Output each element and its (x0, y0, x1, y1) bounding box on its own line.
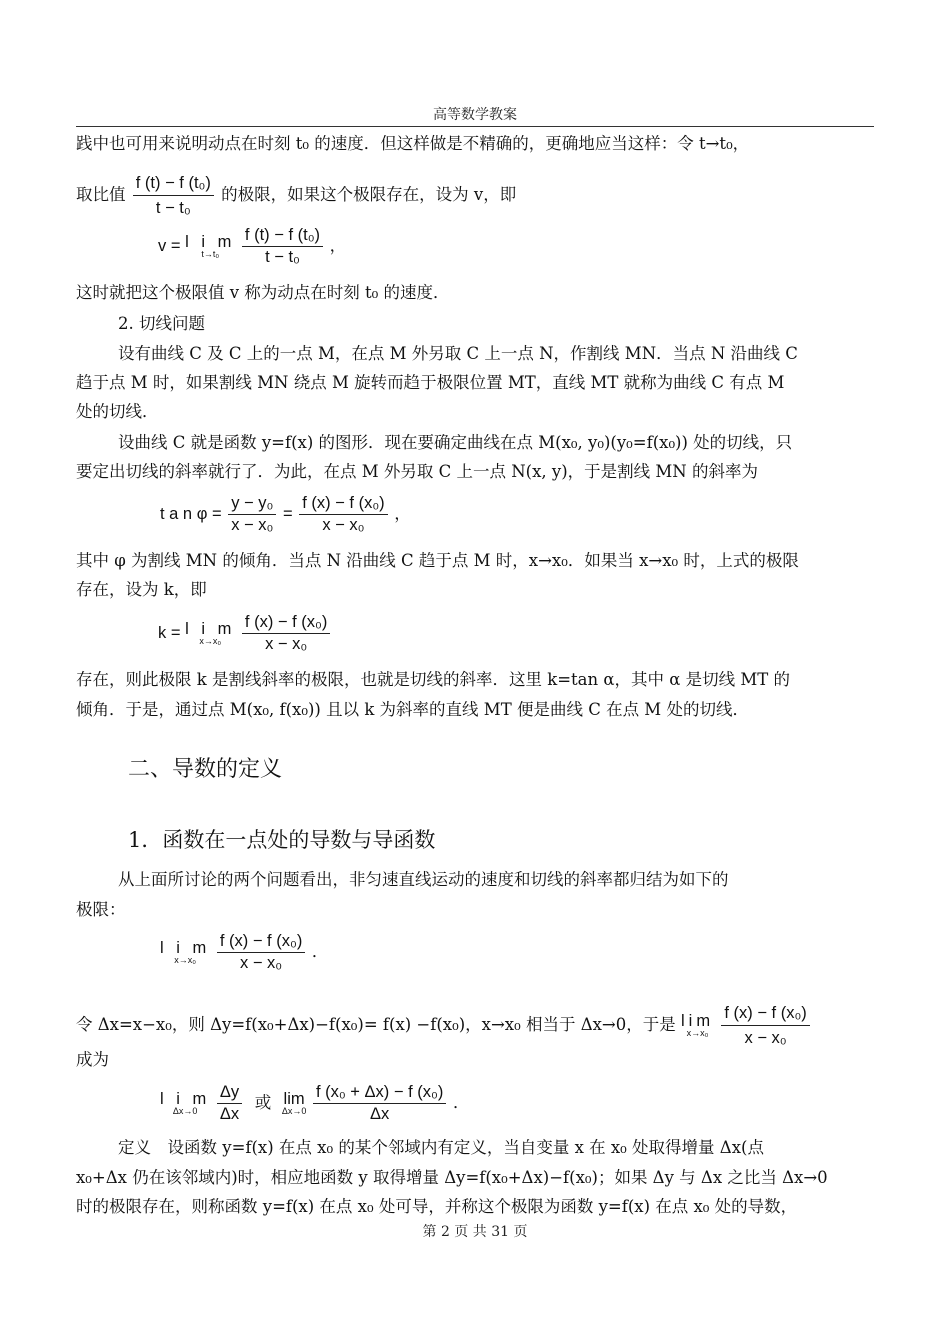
definition-line: 时的极限存在，则称函数 y=f(x) 在点 x₀ 处可导，并称这个极限为函数 y=f(x) 在点 x₀ 处的导数， (76, 1197, 798, 1216)
page-header-title: 高等数学教案 (433, 107, 517, 123)
equation-punct: ． (311, 942, 329, 961)
paragraph-line: 要定出切线的斜率就行了．为此，在点 M 外另取 C 上一点 N(x, y)，于是割线 MN 的斜率为 (76, 462, 758, 481)
limit-operator (185, 621, 235, 647)
fraction-numerator: f (x) − f (x₀) (721, 1002, 809, 1026)
section-heading-tangent: 2. 切线问题 (118, 314, 205, 333)
equation-fraction (242, 226, 323, 267)
paragraph-line: 存在，设为 k，即 (76, 580, 207, 599)
paragraph-line: 这时就把这个极限值 v 称为动点在时刻 t₀ 的速度． (76, 283, 450, 302)
section-heading-derivative-definition: 二、导数的定义 (128, 757, 283, 782)
fraction-numerator: Δy (217, 1083, 242, 1104)
limit-operator (681, 1013, 714, 1039)
paragraph-line: 存在，则此极限 k 是割线斜率的极限，也就是切线的斜率．这里 k=tan α，其中 α 是切线 MT 的 (76, 670, 791, 689)
equation-velocity-limit (158, 226, 346, 267)
inline-fraction (721, 1002, 809, 1049)
limit-word: lim (681, 1011, 715, 1030)
equation-punct: ， (329, 236, 347, 255)
equation-general-limit (160, 932, 328, 973)
fraction-numerator: f (t) − f (t₀) (242, 226, 323, 247)
equation-punct: ， (394, 504, 411, 523)
limit-operator (160, 1091, 210, 1117)
limit-operator (160, 940, 210, 966)
paragraph-line: 其中 φ 为割线 MN 的倾角．当点 N 沿曲线 C 趋于点 M 时，x→x₀．如果当 x→x₀ 时，上式的极限 (76, 551, 799, 570)
text-fragment: 的极限，如果这个极限存在，设为 v，即 (221, 185, 517, 204)
equation-fraction (217, 932, 305, 973)
fraction-numerator: f (x) − f (x₀) (242, 613, 330, 634)
limit-word: lim (283, 1089, 305, 1108)
paragraph-line (76, 172, 516, 219)
equation-secant-slope (160, 494, 411, 535)
limit-subscript: t→t₀ (201, 249, 220, 260)
limit-word: l i m (160, 1089, 211, 1108)
equation-tangent-slope (158, 613, 332, 654)
equation-fraction (313, 1083, 446, 1124)
page-footer-number: 第 2 页 共 31 页 (422, 1224, 528, 1240)
fraction-denominator: t − t₀ (265, 248, 300, 266)
limit-subscript: Δx→0 (172, 1106, 198, 1117)
fraction-denominator: x − x₀ (240, 954, 283, 972)
equation-fraction (242, 613, 330, 654)
paragraph-line: 践中也可用来说明动点在时刻 t₀ 的速度．但这样做是不精确的，更确地应当这样：令 t→t₀， (76, 134, 750, 153)
inline-fraction (133, 172, 214, 219)
fraction-numerator: f (x) − f (x₀) (217, 932, 305, 953)
limit-subscript: x→x₀ (199, 636, 222, 647)
fraction-denominator: x − x₀ (744, 1029, 787, 1047)
limit-operator (282, 1091, 307, 1117)
equation-lhs: v = (158, 236, 186, 255)
equation-increment-limit (160, 1083, 469, 1124)
paragraph-line: 设曲线 C 就是函数 y=f(x) 的图形．现在要确定曲线在点 M(x₀, y₀)(y₀=f(x₀)) 处的切线，只 (118, 433, 793, 452)
fraction-numerator: f (x₀ + Δx) − f (x₀) (313, 1083, 446, 1104)
definition-line: x₀+Δx 仍在该邻域内)时，相应地函数 y 取得增量 Δy=f(x₀+Δx)−f(x₀)；如果 Δy 与 Δx 之比当 Δx→0 (76, 1168, 828, 1187)
fraction-denominator: Δx (370, 1105, 390, 1123)
definition-line: 定义 设函数 y=f(x) 在点 x₀ 的某个邻域内有定义，当自变量 x 在 x₀ 处取得增量 Δx(点 (118, 1138, 764, 1157)
equation-lhs: t a n φ = (160, 504, 227, 523)
equation-fraction (228, 494, 276, 535)
text-fragment: 取比值 (76, 185, 126, 204)
paragraph-line: 极限： (76, 900, 126, 919)
limit-word: l i m (160, 938, 211, 957)
limit-subscript: Δx→0 (281, 1106, 307, 1117)
limit-subscript: x→x₀ (686, 1028, 709, 1039)
paragraph-line: 倾角．于是，通过点 M(x₀, f(x₀)) 且以 k 为斜率的直线 MT 便是曲线 C 在点 M 处的切线． (76, 700, 749, 719)
fraction-numerator: y − y₀ (228, 494, 276, 515)
header-divider (76, 126, 874, 127)
limit-word: l i m (185, 619, 236, 638)
paragraph-line: 处的切线． (76, 402, 159, 421)
limit-word: l i m (185, 232, 236, 251)
paragraph-line: 成为 (76, 1050, 109, 1069)
fraction-denominator: t − t₀ (155, 199, 191, 217)
fraction-denominator: x − x₀ (231, 516, 274, 534)
equation-fraction (299, 494, 387, 535)
fraction-denominator: x − x₀ (265, 635, 308, 653)
paragraph-line: 趋于点 M 时，如果割线 MN 绕点 M 旋转而趋于极限位置 MT，直线 MT 就称为曲线 C 有点 M (76, 373, 785, 392)
fraction-denominator: x − x₀ (322, 516, 365, 534)
paragraph-line (76, 1002, 812, 1049)
fraction-numerator: f (x) − f (x₀) (299, 494, 387, 515)
equation-lhs: k = (158, 623, 186, 642)
equation-fraction (217, 1083, 242, 1124)
conjunction-or: 或 (254, 1092, 272, 1112)
equation-punct: ． (452, 1093, 470, 1112)
subsection-heading: 1．函数在一点处的导数与导函数 (128, 828, 436, 852)
limit-subscript: x→x₀ (174, 955, 196, 966)
limit-operator (185, 234, 235, 260)
paragraph-line: 从上面所讨论的两个问题看出，非匀速直线运动的速度和切线的斜率都归结为如下的 (118, 870, 729, 889)
fraction-denominator: Δx (219, 1105, 240, 1123)
fraction-numerator: f (t) − f (t₀) (133, 172, 214, 196)
paragraph-line: 设有曲线 C 及 C 上的一点 M，在点 M 外另取 C 上一点 N，作割线 MN．当点 N 沿曲线 C (118, 344, 798, 363)
text-fragment: 令 Δx=x−x₀，则 Δy=f(x₀+Δx)−f(x₀)= f(x) −f(x₀)，x→x₀ 相当于 Δx→0，于是 (76, 1015, 676, 1034)
equals-sign: = (282, 504, 298, 523)
